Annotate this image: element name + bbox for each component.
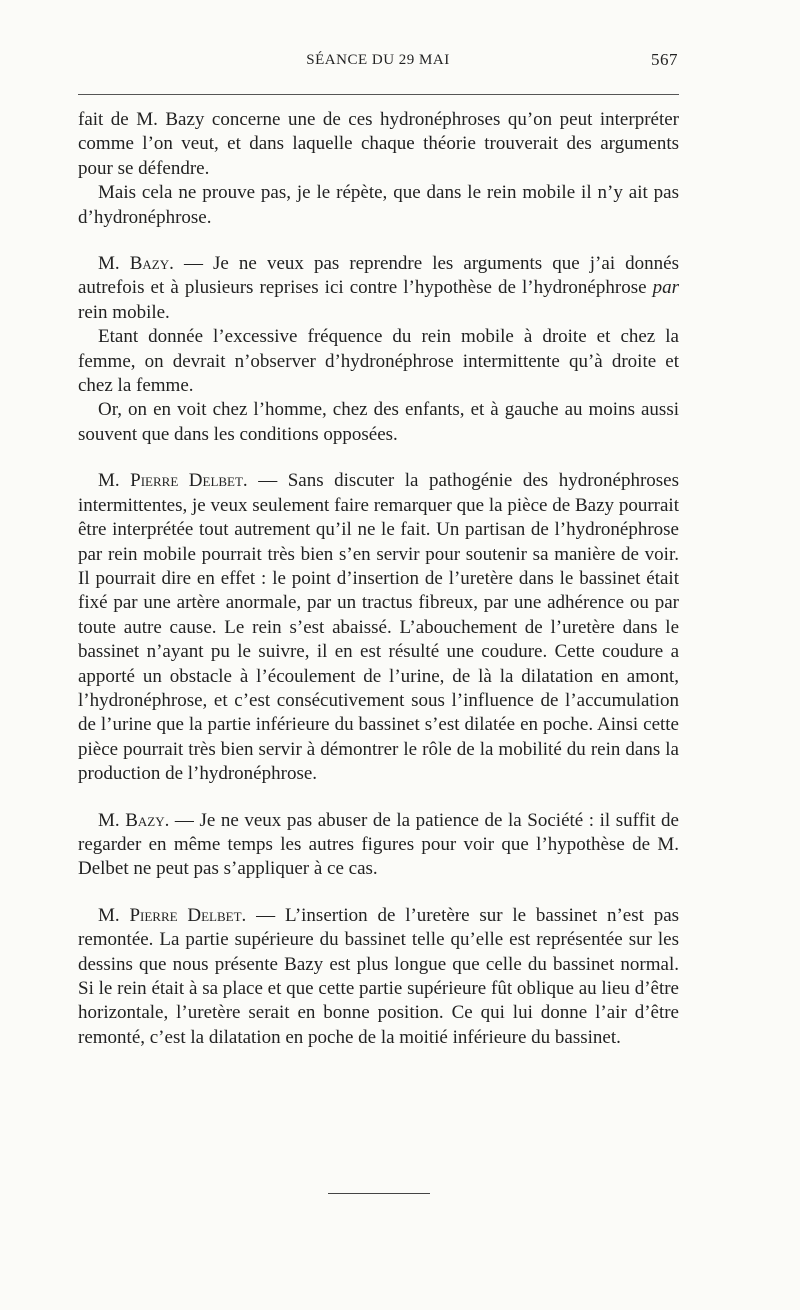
page-body bbox=[78, 108, 679, 1050]
running-head bbox=[78, 52, 678, 76]
paragraph-5: Or, on en voit chez l’homme, chez des enfants, et à gauche au moins aussi souvent que dans les conditions opposées. bbox=[78, 399, 679, 445]
paragraph-7: M. Bazy. — Je ne veux pas abuser de la patience de la Société : il suffit de regarder en même temps les autres figures pour voir que l’hypothèse de M. Delbet ne peut pas s’appliquer à ce cas. bbox=[78, 809, 679, 880]
closing-rule bbox=[328, 1193, 430, 1194]
speaker-name: M. Bazy. bbox=[98, 809, 170, 831]
paragraph-6: M. Pierre Delbet. — Sans discuter la pathogénie des hydronéphroses intermittentes, je veux seulement faire remarquer que la pièce de Bazy pourrait être interprétée tout autrement qu’il ne le fait. Un partisan de l’hydronéphrose par rein mobile pourrait très bien s’en servir pour soutenir sa manière de voir. Il pourrait dire en effet : le point d’insertion de l’uretère dans le bassinet était fixé par une artère anormale, par un tractus fibreux, par une adhérence ou par toute autre cause. Le rein s’est abaissé. L’abouchement de l’uretère dans le bassinet n’ayant pu le suivre, il en est résulté une coudure. Cette coudure a apporté un obstacle à l’écoulement de l’urine, de là la dilatation en amont, l’hydronéphrose, et c’est consécutivement sous l’influence de l’accumulation de l’urine que la partie inférieure du bassinet s’est dilatée en poche. Ainsi cette pièce pourrait très bien servir à démontrer le rôle de la mobilité du rein dans la production de l’hydronéphrose. bbox=[78, 470, 679, 785]
running-title: SÉANCE DU 29 MAI bbox=[306, 52, 450, 68]
paragraph-3: M. Bazy. — Je ne veux pas reprendre les arguments que j’ai donnés autrefois et à plusieurs reprises ici contre l’hypothèse de l’hydronéphrose par rein mobile. bbox=[78, 253, 679, 323]
speaker-name: M. Pierre Delbet. bbox=[98, 470, 248, 492]
speaker-name: M. Pierre Delbet. bbox=[98, 904, 247, 926]
header-rule bbox=[78, 94, 679, 95]
paragraph-4: Etant donnée l’excessive fréquence du rein mobile à droite et chez la femme, on devrait n’observer d’hydronéphrose intermittente qu’à droite et chez la femme. bbox=[78, 326, 679, 397]
paragraph-8: M. Pierre Delbet. — L’insertion de l’uretère sur le bassinet n’est pas remontée. La partie supérieure du bassinet telle qu’elle est représentée sur les dessins que nous présente Bazy est plus longue que celle du bassinet normal. Si le rein était à sa place et que cette partie supérieure fût oblique au lieu d’être horizontale, l’uretère serait en bonne position. Ce qui lui donne l’air d’être remonté, c’est la dilatation en poche de la moitié inférieure du bassinet. bbox=[78, 904, 680, 1048]
page-number: 567 bbox=[651, 50, 678, 69]
paragraph-1: fait de M. Bazy concerne une de ces hydronéphroses qu’on peut interpréter comme l’on veut, et dans laquelle chaque théorie trouverait des arguments pour se défendre. bbox=[78, 109, 679, 179]
speaker-name: M. Bazy. bbox=[98, 253, 174, 275]
paragraph-2: Mais cela ne prouve pas, je le répète, que dans le rein mobile il n’y ait pas d’hydronéphrose. bbox=[78, 182, 679, 228]
